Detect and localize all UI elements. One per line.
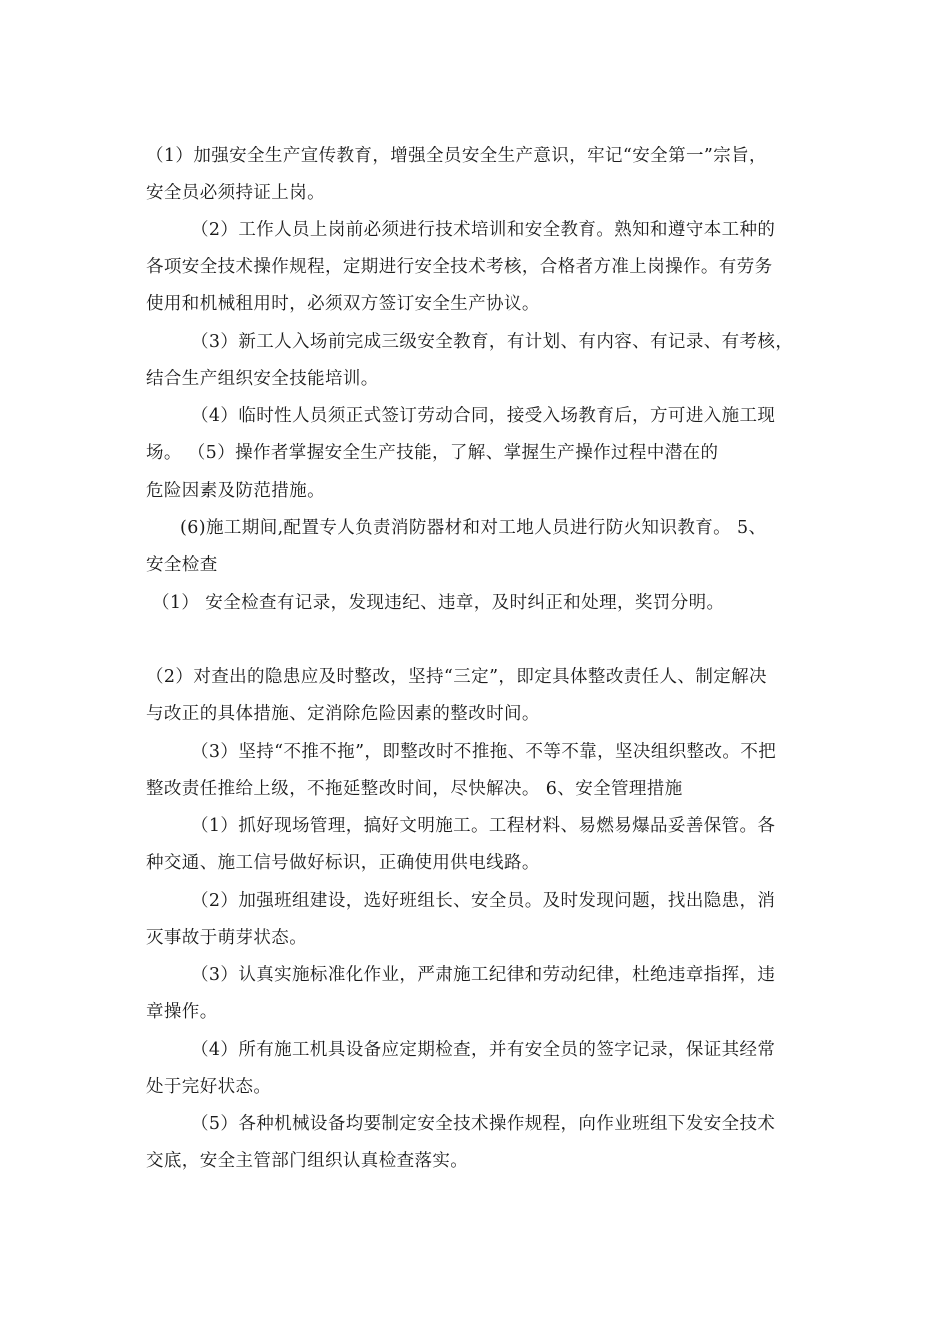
- text-line: 交底，安全主管部门组织认真检查落实。: [146, 1151, 469, 1171]
- text-line: （3）认真实施标准化作业，严肃施工纪律和劳动纪律，杜绝违章指挥，违: [191, 965, 776, 985]
- text-line: （1）加强安全生产宣传教育，增强全员安全生产意识，牢记“安全第一”宗旨，: [146, 146, 767, 166]
- text-line: （2）工作人员上岗前必须进行技术培训和安全教育。熟知和遵守本工种的: [191, 220, 776, 240]
- text-line: 各项安全技术操作规程，定期进行安全技术考核，合格者方准上岗操作。有劳务: [146, 257, 773, 277]
- text-line: 结合生产组织安全技能培训。: [146, 369, 379, 389]
- text-line: 处于完好状态。: [146, 1077, 272, 1097]
- section-heading: 安全检查: [146, 555, 218, 575]
- text-line: 与改正的具体措施、定消除危险因素的整改时间。: [146, 704, 540, 724]
- text-line: (6)施工期间,配置专人负责消防器材和对工地人员进行防火知识教育。 5、: [180, 518, 767, 538]
- text-line: 整改责任推给上级，不拖延整改时间，尽快解决。 6、安全管理措施: [146, 779, 683, 799]
- text-line: （4）临时性人员须正式签订劳动合同，接受入场教育后，方可进入施工现: [191, 406, 776, 426]
- text-line: （1）抓好现场管理，搞好文明施工。工程材料、易燃易爆品妥善保管。各: [191, 816, 776, 836]
- text-line: 章操作。: [146, 1002, 218, 1022]
- text-line: 安全员必须持证上岗。: [146, 183, 325, 203]
- text-line: 场。 （5）操作者掌握安全生产技能，了解、掌握生产操作过程中潜在的: [146, 443, 719, 463]
- text-line: （2）加强班组建设，选好班组长、安全员。及时发现问题，找出隐患，消: [191, 891, 776, 911]
- text-line: （1） 安全检查有记录，发现违纪、违章，及时纠正和处理，奖罚分明。: [152, 593, 725, 613]
- text-line: 灭事故于萌芽状态。: [146, 928, 308, 948]
- text-line: （3）坚持“不推不拖”，即整改时不推拖、不等不靠，坚决组织整改。不把: [191, 742, 777, 762]
- text-line: 使用和机械租用时，必须双方签订安全生产协议。: [146, 294, 540, 314]
- text-line: 危险因素及防范措施。: [146, 481, 325, 501]
- text-line: 种交通、施工信号做好标识，正确使用供电线路。: [146, 853, 540, 873]
- text-line: （2）对查出的隐患应及时整改，坚持“三定”，即定具体整改责任人、制定解决: [146, 667, 767, 687]
- text-line: （5）各种机械设备均要制定安全技术操作规程，向作业班组下发安全技术: [191, 1114, 776, 1134]
- text-line: （4）所有施工机具设备应定期检查，并有安全员的签字记录，保证其经常: [191, 1040, 776, 1060]
- text-line: （3）新工人入场前完成三级安全教育，有计划、有内容、有记录、有考核，: [191, 332, 794, 352]
